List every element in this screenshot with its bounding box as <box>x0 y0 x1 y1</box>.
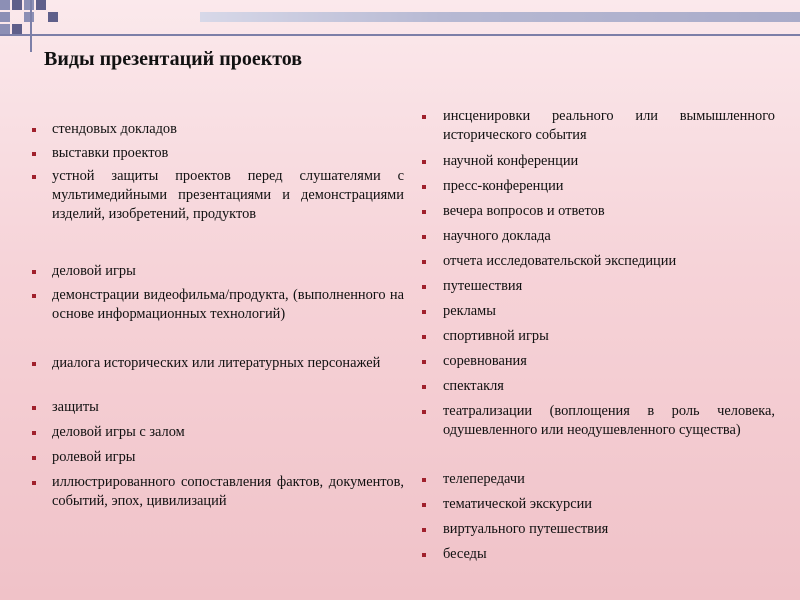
decor-square <box>0 12 10 22</box>
bullet-icon <box>32 270 36 274</box>
list-item: защиты <box>52 399 99 415</box>
bullet-icon <box>422 185 426 189</box>
bullet-icon <box>422 310 426 314</box>
bullet-icon <box>32 481 36 485</box>
list-item: театрализации (воплощения в роль человека, одушевленного или неодушевленного существа) <box>443 403 775 438</box>
list-item: демонстрации видеофильма/продукта, (выполненного на основе информационных технологий) <box>52 287 404 322</box>
bullet-icon <box>422 503 426 507</box>
list-item: научного доклада <box>443 228 551 244</box>
list-item: рекламы <box>443 303 496 319</box>
bullet-icon <box>422 410 426 414</box>
list-item: деловой игры с залом <box>52 424 185 440</box>
bullet-icon <box>32 431 36 435</box>
bullet-icon <box>32 362 36 366</box>
bullet-icon <box>32 128 36 132</box>
decor-square <box>0 24 10 34</box>
list-item: ролевой игры <box>52 449 136 465</box>
bullet-icon <box>32 175 36 179</box>
bullet-icon <box>422 360 426 364</box>
list-item: инсценировки реального или вымышленного исторического события <box>443 108 775 143</box>
list-item: тематической экскурсии <box>443 496 592 512</box>
list-item: иллюстрированного сопоставления фактов, документов, событий, эпох, цивилизаций <box>52 474 404 509</box>
decor-square <box>48 12 58 22</box>
list-item: беседы <box>443 546 487 562</box>
decor-square <box>24 12 34 22</box>
header-decoration <box>0 0 800 32</box>
bullet-icon <box>422 285 426 289</box>
list-item: соревнования <box>443 353 527 369</box>
list-item: виртуального путешествия <box>443 521 609 537</box>
decor-square <box>24 0 34 10</box>
list-item: устной защиты проектов перед слушателями с мультимедийными презентациями и демонстрациями изделий, изобретений, продуктов <box>52 168 404 222</box>
bullet-icon <box>32 294 36 298</box>
list-item: спектакля <box>443 378 504 394</box>
decor-square <box>36 0 46 10</box>
list-item: отчета исследовательской экспедиции <box>443 253 677 269</box>
decor-bar <box>200 12 800 22</box>
bullet-icon <box>422 553 426 557</box>
decor-line <box>30 0 32 52</box>
bullet-icon <box>32 406 36 410</box>
list-item: телепередачи <box>443 471 525 487</box>
bullet-icon <box>422 260 426 264</box>
bullet-icon <box>422 528 426 532</box>
bullet-icon <box>32 456 36 460</box>
decor-square <box>12 0 22 10</box>
bullet-icon <box>422 160 426 164</box>
bullet-icon <box>422 478 426 482</box>
list-item: деловой игры <box>52 263 136 279</box>
bullet-icon <box>422 335 426 339</box>
decor-square <box>12 24 22 34</box>
bullet-icon <box>422 235 426 239</box>
list-item: научной конференции <box>443 153 579 169</box>
bullet-icon <box>32 152 36 156</box>
decor-square <box>0 0 10 10</box>
list-item: выставки проектов <box>52 145 169 161</box>
decor-line <box>0 34 800 36</box>
bullet-icon <box>422 115 426 119</box>
list-item: вечера вопросов и ответов <box>443 203 605 219</box>
list-item: путешествия <box>443 278 523 294</box>
bullet-icon <box>422 210 426 214</box>
bullet-icon <box>422 385 426 389</box>
list-item: диалога исторических или литературных персонажей <box>52 355 381 371</box>
list-item: пресс-конференции <box>443 178 564 194</box>
list-item: спортивной игры <box>443 328 549 344</box>
slide-title: Виды презентаций проектов <box>44 48 303 70</box>
list-item: стендовых докладов <box>52 121 177 137</box>
